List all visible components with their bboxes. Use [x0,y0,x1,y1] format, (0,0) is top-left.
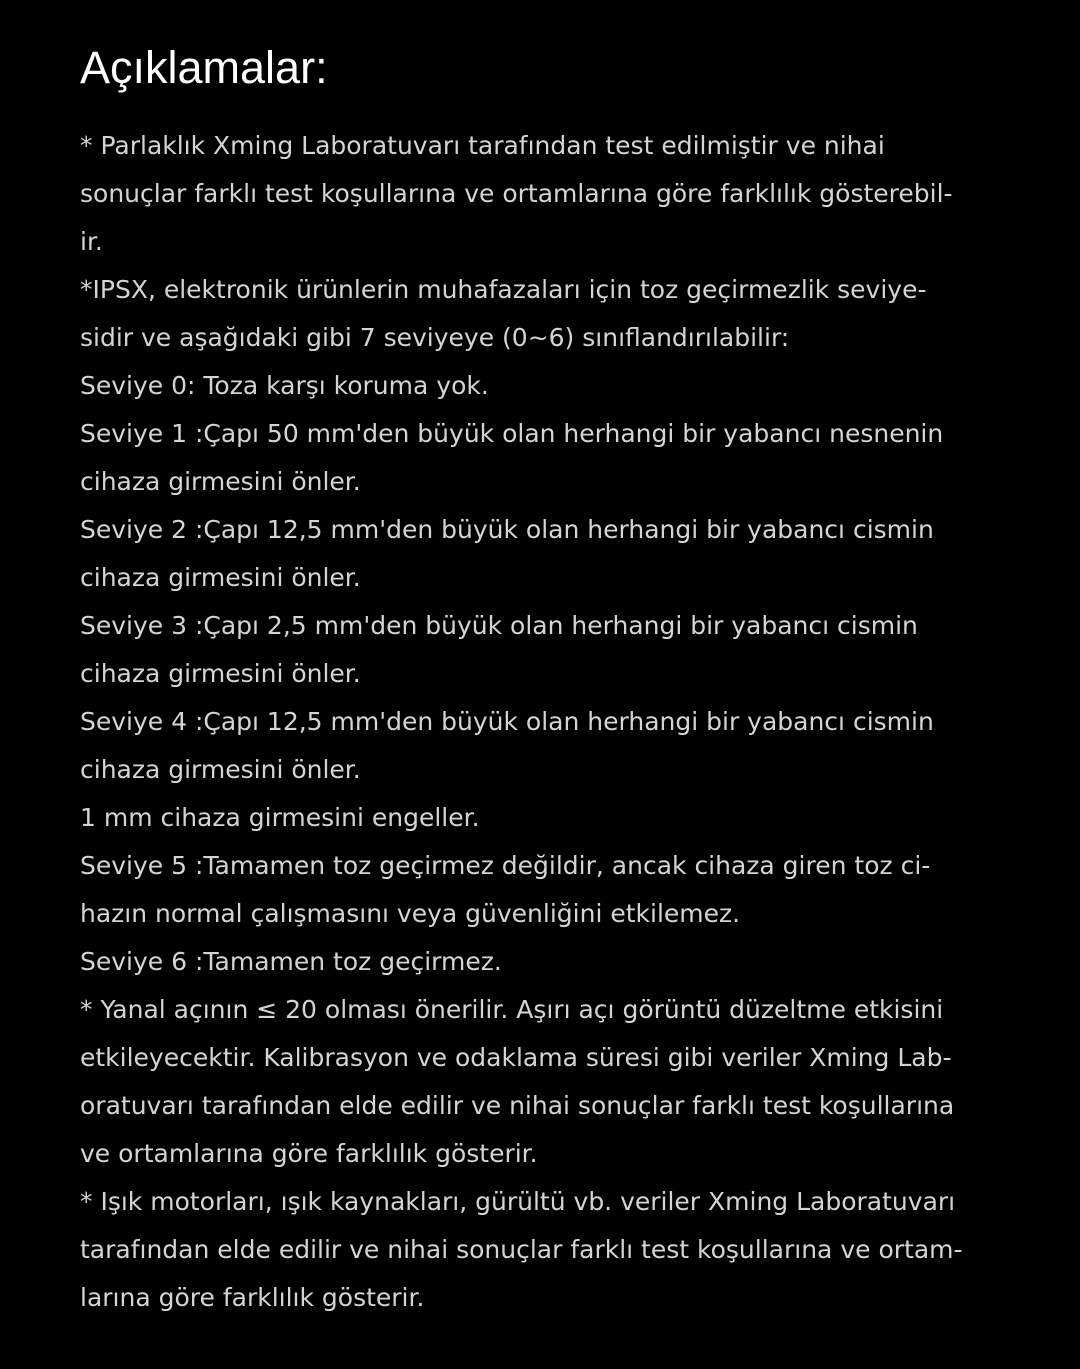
notes-line: sidir ve aşağıdaki gibi 7 seviyeye (0~6) sınıflandırılabilir: [80,323,790,352]
notes-line: oratuvarı tarafından elde edilir ve nihai sonuçlar farklı test koşullarına [80,1091,955,1120]
notes-line: 1 mm cihaza girmesini engeller. [80,803,480,832]
notes-line: Seviye 3 :Çapı 2,5 mm'den büyük olan herhangi bir yabancı cismin [80,611,918,640]
notes-line: cihaza girmesini önler. [80,755,361,784]
notes-body [80,122,1005,1322]
notes-line: *IPSX, elektronik ürünlerin muhafazaları için toz geçirmezlik seviye- [80,275,927,304]
notes-line: sonuçlar farklı test koşullarına ve ortamlarına göre farklılık gösterebil- [80,179,953,208]
notes-line: Seviye 5 :Tamamen toz geçirmez değildir, ancak cihaza giren toz ci- [80,851,931,880]
notes-title: Açıklamalar: [80,42,328,93]
notes-line: Seviye 2 :Çapı 12,5 mm'den büyük olan herhangi bir yabancı cismin [80,515,934,544]
notes-line: larına göre farklılık gösterir. [80,1283,425,1312]
notes-line: cihaza girmesini önler. [80,659,361,688]
notes-line: cihaza girmesini önler. [80,467,361,496]
notes-line: cihaza girmesini önler. [80,563,361,592]
notes-line: tarafından elde edilir ve nihai sonuçlar farklı test koşullarına ve ortam- [80,1235,963,1264]
notes-line: * Işık motorları, ışık kaynakları, gürültü vb. veriler Xming Laboratuvarı [80,1187,956,1216]
notes-section [80,36,1005,1322]
notes-line: Seviye 0: Toza karşı koruma yok. [80,371,489,400]
notes-line: etkileyecektir. Kalibrasyon ve odaklama süresi gibi veriler Xming Lab- [80,1043,952,1072]
notes-line: Seviye 6 :Tamamen toz geçirmez. [80,947,502,976]
notes-line: ve ortamlarına göre farklılık gösterir. [80,1139,538,1168]
notes-line: * Yanal açının ≤ 20 olması önerilir. Aşırı açı görüntü düzeltme etkisini [80,995,944,1024]
notes-line: * Parlaklık Xming Laboratuvarı tarafından test edilmiştir ve nihai [80,131,885,160]
notes-line: ir. [80,227,103,256]
notes-line: Seviye 1 :Çapı 50 mm'den büyük olan herhangi bir yabancı nesnenin [80,419,944,448]
notes-line: Seviye 4 :Çapı 12,5 mm'den büyük olan herhangi bir yabancı cismin [80,707,934,736]
notes-line: hazın normal çalışmasını veya güvenliğini etkilemez. [80,899,741,928]
